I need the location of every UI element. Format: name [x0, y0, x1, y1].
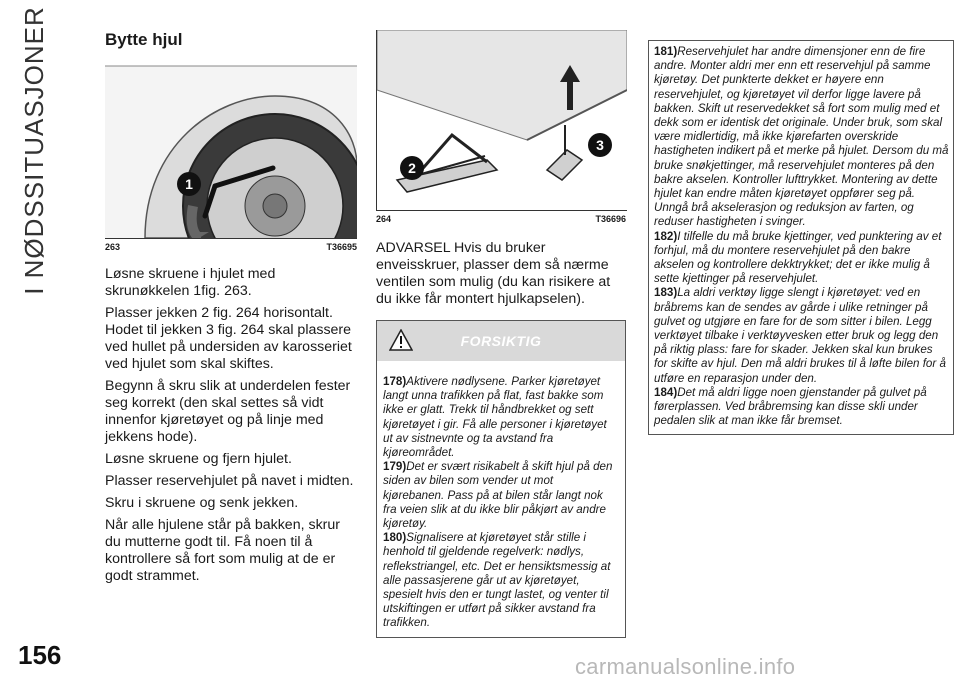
note-number: 180)	[383, 531, 407, 545]
column-right	[648, 40, 954, 435]
jack-illustration	[377, 30, 627, 210]
chapter-title-text: I NØDSSITUASJONER	[18, 5, 49, 295]
note-item	[383, 531, 617, 630]
figure-number: 264	[376, 214, 392, 224]
note-text: Det er svært risikabelt å skift hjul på den siden av bilen som vender ut mot kjørebanen. Pass på at bilen står langt nok fra veien slik at du ikke blir påkjørt av andre kjøretøy.	[383, 460, 613, 531]
note-item	[383, 460, 617, 531]
note-text: Signalisere at kjøretøyet står stille i henhold til gjeldende regelverk: nødlys, reflekstriangel, etc. Det er hensiktsmessig at alle passasjerene går ut av kjøretøyet, spesielt hvis den er tungt lastet, og venter til utskiftingen er utført på sikker avstand fra trafikken.	[383, 531, 611, 630]
figure-number: 263	[105, 242, 121, 252]
note-number: 178)	[383, 375, 407, 388]
caution-body	[377, 361, 625, 637]
note-number: 182)	[654, 229, 678, 243]
figure-caption	[105, 239, 357, 252]
note-number: 183)	[654, 286, 678, 300]
callout-1: 1	[185, 176, 193, 192]
note-number: 179)	[383, 460, 407, 474]
paragraph: Løsne skruene i hjulet med skrunøkkelen 1fig. 263.	[105, 266, 276, 299]
note-text: Det må aldri ligge noen gjenstander på gulvet på førerplassen. Ved bråbremsing kan disse skli under pedalen slik at man ikke får bremset.	[654, 385, 927, 428]
figure-code: T36695	[326, 242, 357, 252]
wheel-wrench-illustration	[105, 56, 357, 238]
column-left	[105, 30, 357, 590]
caution-box	[376, 320, 626, 638]
paragraph: Når alle hjulene står på bakken, skrur du mutterne godt til. Få noen til å kontrollere så fort som mulig at de er godt strammet.	[105, 517, 341, 584]
watermark: carmanualsonline.info	[575, 654, 796, 679]
figure-263	[105, 56, 357, 239]
instructions	[105, 266, 357, 585]
paragraph: Skru i skruene og senk jekken.	[105, 495, 299, 511]
paragraph: Løsne skruene og fjern hjulet.	[105, 451, 292, 467]
notes-box	[648, 40, 954, 435]
figure-264	[376, 30, 627, 211]
note-number: 181)	[654, 45, 678, 58]
caution-header	[377, 321, 625, 361]
note-text: La aldri verktøy ligge slengt i kjøretøyet: ved en bråbrems kan de sendes av gårde i ulike retninger på gulvet og utgjøre en fare for de som sitter i bilen. Legg verktøyet tilbake i verktøyvesken etter bruk og legg den på riktig plass: fare for skader. Jekken skal kun brukes for skifte av hjul. Den må aldri brukes til å løfte bilen for å utføre en reparasjon under den.	[654, 286, 946, 385]
note-item	[654, 386, 949, 429]
warning-paragraph: ADVARSEL Hvis du bruker enveisskruer, plasser dem så nærme ventilen som mulig (du kan risikere at du ikke får montert hjulkapselen).	[376, 240, 611, 307]
callout-3: 3	[596, 137, 604, 153]
warning-triangle-icon	[389, 329, 413, 351]
note-text: Aktivere nødlysene. Parker kjøretøyet langt unna trafikken på flat, fast bakke som ikke er glatt. Trekk til håndbrekket og sett kjøretøyet i gir. Få alle personer i kjøretøyet ut av sistnevnte og ta avstand fra kjøreområdet.	[383, 375, 607, 460]
section-title: Bytte hjul	[105, 30, 183, 49]
note-item	[383, 375, 617, 460]
column-middle	[376, 30, 626, 638]
callout-2: 2	[408, 160, 416, 176]
note-text: Reservehjulet har andre dimensjoner enn de fire andre. Monter aldri mer enn ett reservehjul på samme kjøretøy. Det punkterte dekket er høyere enn reservehjulet, og kjøretøyet vil derfor ligge lavere på bakken. Skift ut reservedekket så fort som mulig med et dekk som er identisk det originale. Under bruk, som skal være midlertidig, må ikke kjørefarten overskride hastigheten indikert på et merke på hjulet. Dersom du må bruke snøkjettinger, må reservehjulet monteres på den bakre akselen. Kontroller lufttrykket. Montering av dette hjulet kan endre måten kjøretøyet oppfører seg på. Unngå brå akselerasjon og reduksjon av farten, og reduser hastigheten i svinger.	[654, 45, 949, 229]
paragraph: Plasser reservehjulet på navet i midten.	[105, 473, 354, 489]
figure-caption	[376, 211, 626, 224]
page-number: 156	[18, 640, 62, 670]
paragraph: Begynn å skru slik at underdelen fester seg korrekt (den skal settes så vidt innenfor kjøretøyet og på linje med jekkens hode).	[105, 378, 351, 445]
caution-label: FORSIKTIG	[460, 333, 542, 349]
note-text: I tilfelle du må bruke kjettinger, ved punktering av et forhjul, må du montere reservehjulet på den bakre akselen og kontrollere dekktrykket; det er ikke mulig å sette kjettinger på reservehjulet.	[654, 229, 942, 286]
figure-code: T36696	[595, 214, 626, 224]
note-number: 184)	[654, 385, 678, 399]
note-item	[654, 286, 949, 385]
note-item	[654, 45, 949, 230]
paragraph: Plasser jekken 2 fig. 264 horisontalt. Hodet til jekken 3 fig. 264 skal plassere ved hullet på undersiden av karosseriet ved hjulet som skal skiftes.	[105, 305, 352, 372]
note-item	[654, 230, 949, 287]
chapter-side-title	[16, 5, 52, 295]
